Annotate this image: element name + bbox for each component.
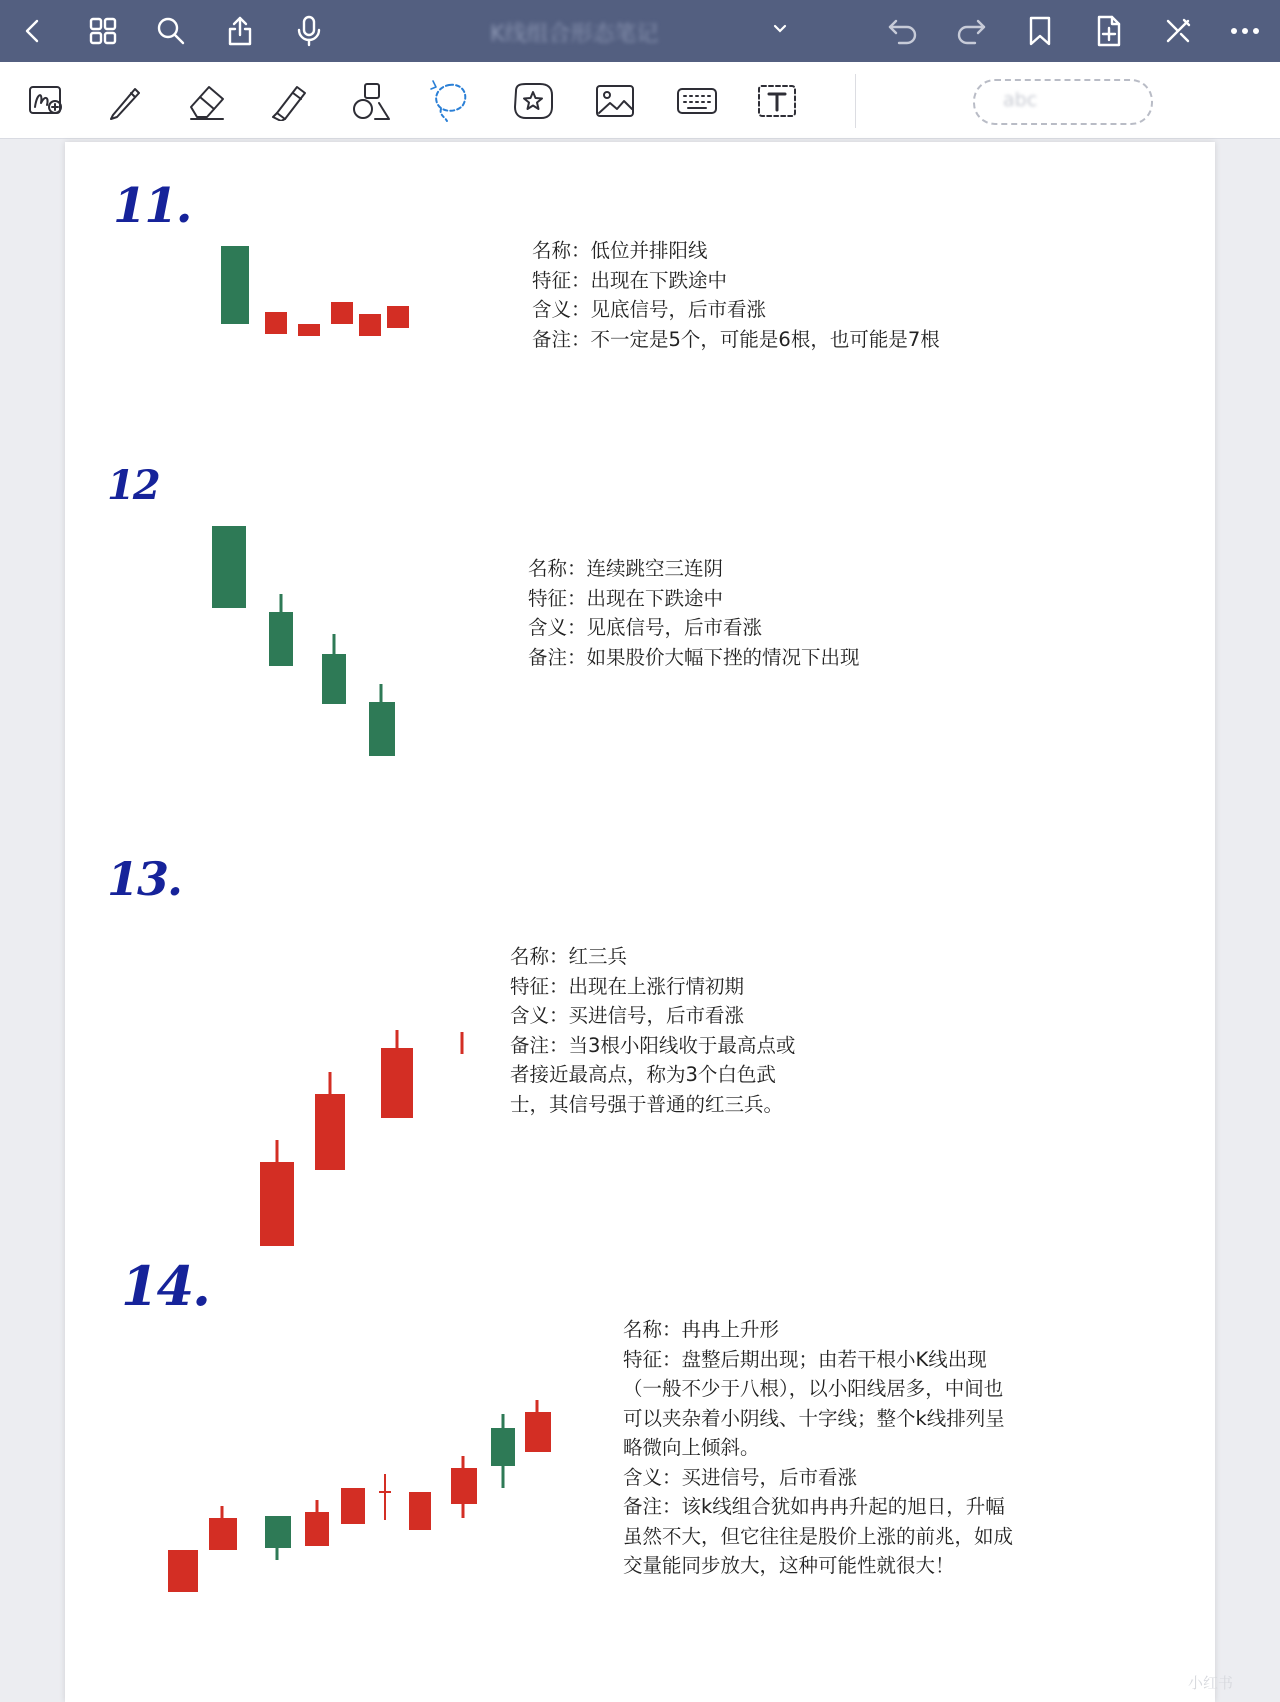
candlestick-figure bbox=[205, 522, 465, 782]
candlestick-figure bbox=[165, 1302, 645, 1642]
note-line: 特征：出现在下跌途中 bbox=[528, 586, 724, 610]
microphone-icon[interactable] bbox=[286, 8, 332, 54]
candle-bull bbox=[265, 312, 287, 334]
note-line: 特征：出现在下跌途中 bbox=[532, 268, 728, 292]
note-section-13 bbox=[510, 942, 795, 1119]
note-line: 含义：见底信号，后市看涨 bbox=[532, 298, 767, 321]
back-icon[interactable] bbox=[10, 8, 56, 54]
note-section-14 bbox=[623, 1315, 1013, 1581]
candle-bull bbox=[209, 1518, 237, 1550]
candle-bull bbox=[451, 1468, 477, 1504]
note-line: 略微向上倾斜。 bbox=[623, 1436, 760, 1459]
note-line: 含义：买进信号，后市看涨 bbox=[623, 1465, 858, 1489]
eraser-icon[interactable] bbox=[182, 76, 232, 126]
candle-bull bbox=[298, 324, 320, 336]
note-line: 含义：见底信号，后市看涨 bbox=[528, 616, 763, 639]
sticker-icon[interactable] bbox=[508, 76, 558, 126]
keyboard-icon[interactable] bbox=[672, 76, 722, 126]
candle-bear bbox=[491, 1428, 515, 1466]
ink-preview-text: abc bbox=[1003, 89, 1038, 111]
note-line: 名称：冉冉上升形 bbox=[623, 1318, 780, 1341]
section-number: 12 bbox=[107, 462, 159, 509]
note-line: 备注：如果股价大幅下挫的情况下出现 bbox=[528, 645, 860, 669]
note-line: 名称：红三兵 bbox=[510, 945, 628, 968]
note-line: 备注：该k线组合犹如冉冉升起的旭日，升幅 bbox=[623, 1495, 1005, 1518]
note-line: 虽然不大，但它往往是股价上涨的前兆，如成 bbox=[623, 1524, 1014, 1548]
top-bar bbox=[0, 0, 1280, 62]
lasso-icon[interactable] bbox=[425, 76, 475, 126]
candle-bull bbox=[305, 1512, 329, 1546]
share-icon[interactable] bbox=[217, 8, 263, 54]
candle-bear bbox=[269, 612, 293, 666]
highlighter-icon[interactable] bbox=[264, 76, 314, 126]
note-section-11 bbox=[532, 236, 940, 354]
candle-bull bbox=[331, 302, 353, 324]
watermark: 小红书 bbox=[1188, 1674, 1234, 1692]
note-line: 交量能同步放大，这种可能性就很大！ bbox=[623, 1554, 955, 1577]
candle-bull bbox=[260, 1162, 294, 1246]
note-line: （一般不少于八根），以小阳线居多，中间也 bbox=[623, 1377, 1004, 1400]
note-line: 士，其信号强于普通的红三兵。 bbox=[510, 1092, 784, 1116]
undo-icon[interactable] bbox=[880, 8, 926, 54]
candle-bear bbox=[265, 1516, 291, 1548]
more-icon[interactable] bbox=[1222, 8, 1268, 54]
note-line: 者接近最高点，称为3个白色武 bbox=[510, 1063, 776, 1086]
note-line: 备注：不一定是5个，可能是6根，也可能是7根 bbox=[532, 327, 940, 351]
note-line: 备注：当3根小阳线收于最高点或 bbox=[510, 1033, 796, 1057]
candle-bull bbox=[341, 1488, 365, 1524]
note-section-12 bbox=[528, 554, 860, 672]
note-line: 特征：出现在上涨行情初期 bbox=[510, 974, 745, 998]
candle-bear bbox=[322, 654, 346, 704]
note-line: 可以夹杂着小阴线、十字线；整个k线排列呈 bbox=[623, 1406, 1005, 1430]
grid-icon[interactable] bbox=[80, 8, 126, 54]
shapes-icon[interactable] bbox=[346, 76, 396, 126]
candle-bear bbox=[212, 526, 246, 608]
candle-bear bbox=[221, 246, 249, 324]
ink-color-preview[interactable] bbox=[973, 79, 1153, 125]
redo-icon[interactable] bbox=[948, 8, 994, 54]
note-line: 特征：盘整后期出现；由若干根小K线出现 bbox=[623, 1347, 987, 1371]
text-box-icon[interactable] bbox=[752, 76, 802, 126]
candle-bull bbox=[359, 314, 381, 336]
note-line: 名称：低位并排阳线 bbox=[532, 239, 708, 262]
section-number: 13. bbox=[107, 852, 182, 906]
notebook-page[interactable] bbox=[65, 142, 1215, 1702]
document-title[interactable]: K线组合形态笔记 bbox=[490, 22, 659, 47]
toolbar-divider bbox=[855, 74, 856, 128]
candle-bull bbox=[525, 1412, 551, 1452]
candle-bear bbox=[369, 702, 395, 756]
candlestick-figure bbox=[215, 242, 515, 372]
lasso-zoom-icon[interactable] bbox=[22, 76, 72, 126]
add-page-icon[interactable] bbox=[1086, 8, 1132, 54]
close-tools-icon[interactable] bbox=[1155, 8, 1201, 54]
candlestick-figure bbox=[255, 882, 475, 1262]
note-line: 含义：买进信号，后市看涨 bbox=[510, 1004, 745, 1027]
candle-bull bbox=[315, 1094, 345, 1170]
chevron-down-icon[interactable] bbox=[772, 20, 788, 40]
candle-bull bbox=[381, 1048, 413, 1118]
candle-bull bbox=[387, 306, 409, 328]
candle-bull bbox=[409, 1492, 431, 1530]
search-icon[interactable] bbox=[148, 8, 194, 54]
candle-bull bbox=[168, 1550, 198, 1592]
tool-bar bbox=[0, 62, 1280, 139]
section-number: 11. bbox=[113, 178, 191, 234]
note-line: 名称：连续跳空三连阴 bbox=[528, 557, 724, 580]
image-icon[interactable] bbox=[590, 76, 640, 126]
bookmark-icon[interactable] bbox=[1017, 8, 1063, 54]
pen-icon[interactable] bbox=[100, 76, 150, 126]
section-number: 14. bbox=[121, 1254, 209, 1318]
